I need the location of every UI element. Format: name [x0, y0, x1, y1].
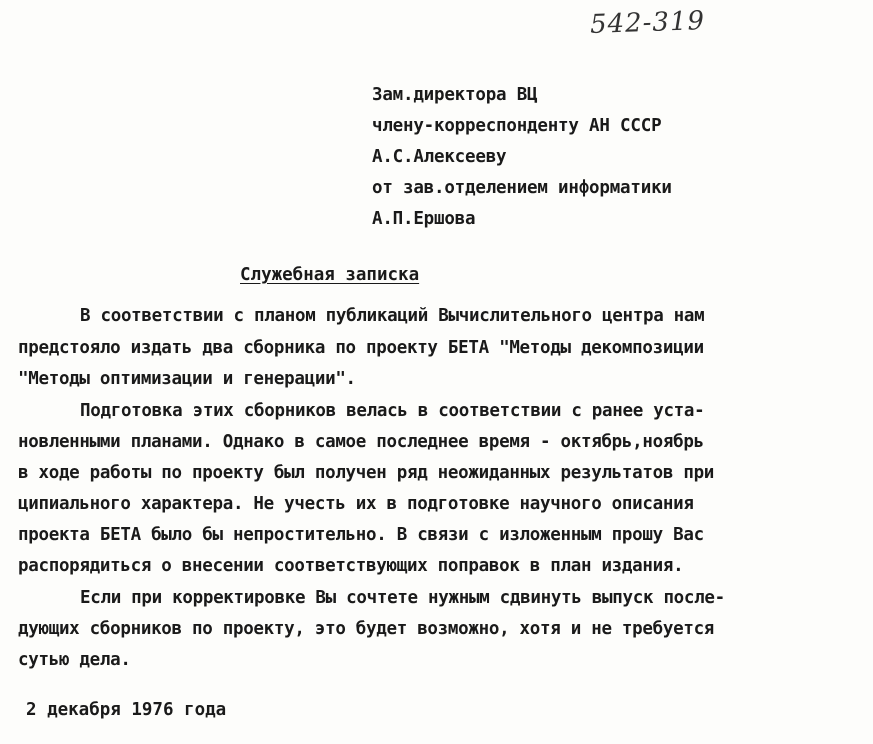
addressee-line: Зам.директора ВЦ [372, 85, 538, 105]
body-line: сутью дела. [18, 650, 131, 670]
addressee-line: А.С.Алексееву [372, 147, 507, 167]
body-line: новленными планами. Однако в самое последнее время - октябрь,ноябрь [18, 432, 704, 452]
body-line: "Методы оптимизации и генерации". [18, 369, 356, 389]
body-line: проекта БЕТА было бы непростительно. В связи с изложенным прошу Вас [18, 525, 704, 545]
memo-title: Служебная записка [240, 265, 420, 285]
body-line: в ходе работы по проекту был получен ряд неожиданных результатов при [18, 463, 715, 483]
body-line: Если при корректировке Вы сочтете нужным сдвинуть выпуск после- [80, 588, 725, 608]
body-line: распорядиться о внесении соответствующих поправок в план издания. [18, 556, 684, 576]
addressee-line: от зав.отделением информатики [372, 178, 672, 198]
archive-number: 542-319 [589, 6, 706, 40]
addressee-line: члену-корреспонденту АН СССР [372, 116, 662, 136]
body-line: ципиального характера. Не учесть их в подготовке научного описания [18, 494, 694, 514]
body-line: В соответствии с планом публикаций Вычислительного центра нам [80, 306, 705, 326]
body-line: дующих сборников по проекту, это будет возможно, хотя и не требуется [18, 619, 715, 639]
memo-date: 2 декабря 1976 года [26, 700, 227, 720]
addressee-block [372, 80, 672, 235]
body-line: Подготовка этих сборников велась в соответствии с ранее уста- [80, 401, 705, 421]
body-line: предстояло издать два сборника по проекту БЕТА "Методы декомпозиции [18, 338, 704, 358]
addressee-line: А.П.Ершова [372, 209, 476, 229]
